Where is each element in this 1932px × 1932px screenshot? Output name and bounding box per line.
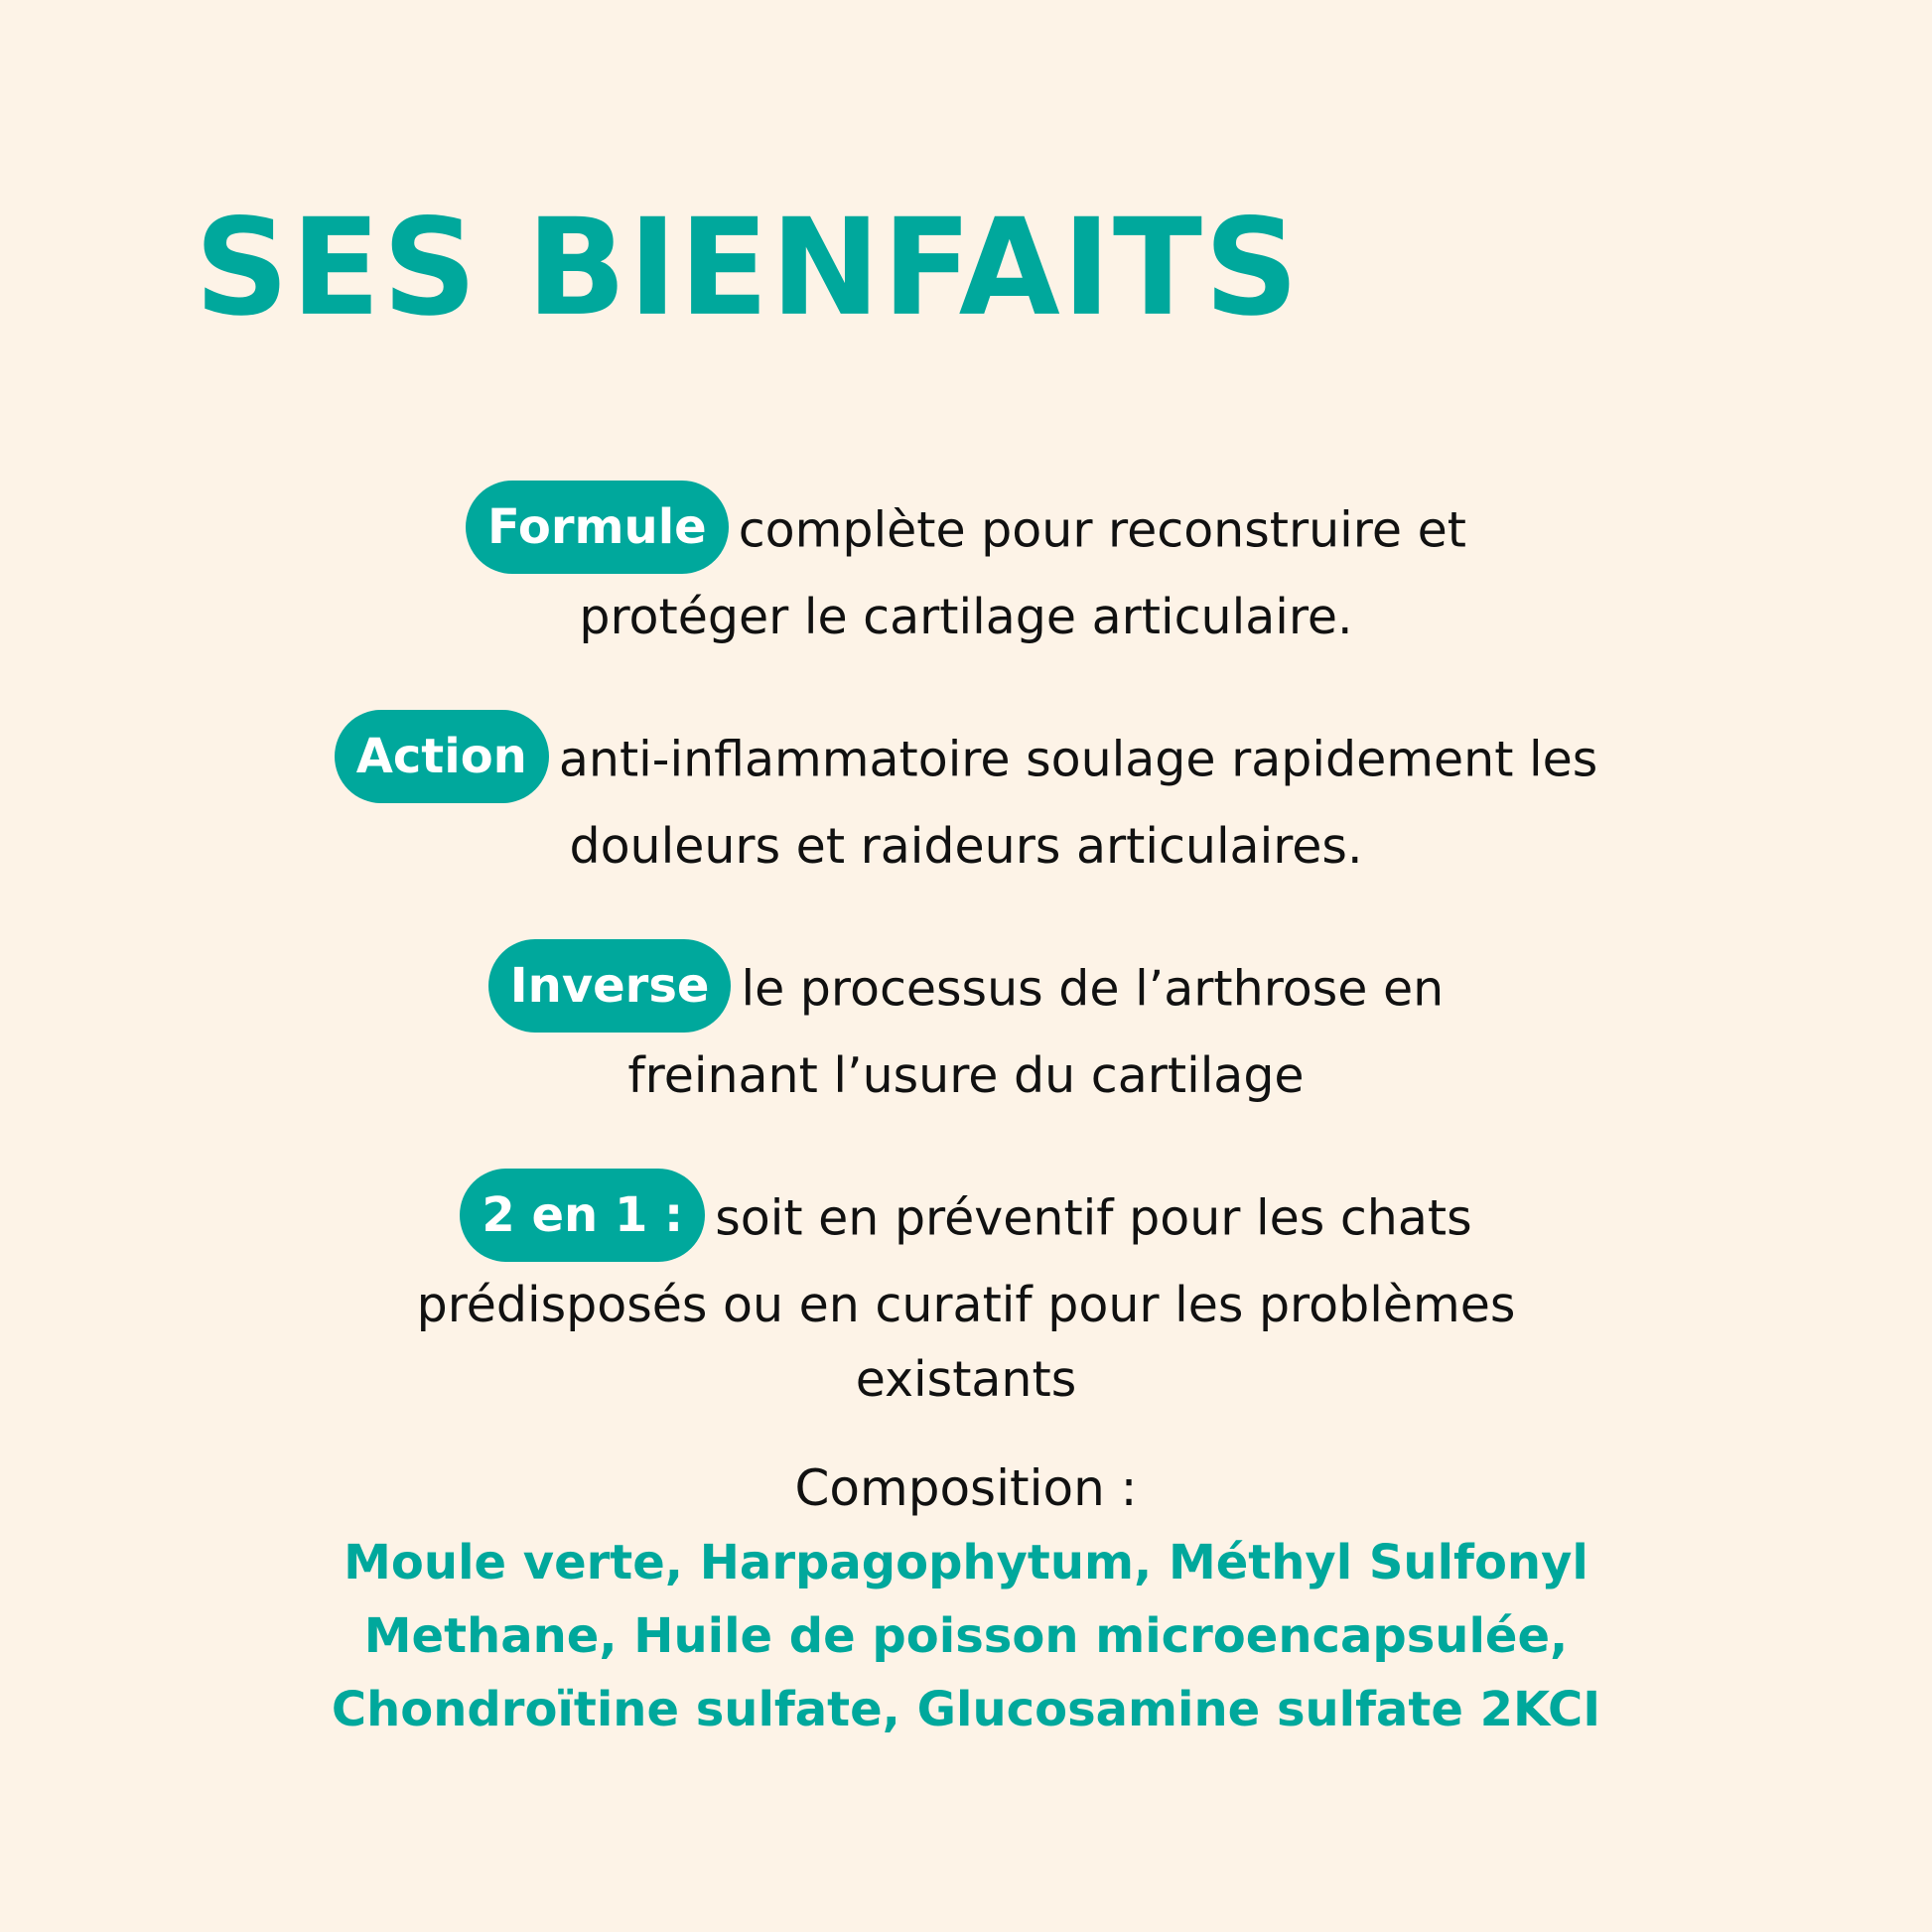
composition-label: Composition : xyxy=(794,1459,1138,1517)
ingredients-line: Moule verte, Harpagophytum, Méthyl Sulfonyl xyxy=(344,1535,1588,1590)
benefit-text: freinant l’usure du cartilage xyxy=(627,1047,1305,1104)
benefit-tag: 2 en 1 : xyxy=(460,1169,705,1262)
benefit-tag: Action xyxy=(335,710,549,803)
benefit-item-2-en-1 xyxy=(0,1174,1932,1417)
ingredients-line: Methane, Huile de poisson microencapsulée, xyxy=(363,1608,1569,1664)
benefit-first-line xyxy=(0,716,1932,809)
benefit-tag: Formule xyxy=(466,481,729,574)
benefit-text: le processus de l’arthrose en xyxy=(741,960,1445,1018)
benefit-item-action xyxy=(0,716,1932,884)
benefit-first-line xyxy=(0,486,1932,580)
composition-section xyxy=(0,1451,1932,1746)
benefit-item-inverse xyxy=(0,945,1932,1113)
benefit-first-line xyxy=(0,945,1932,1038)
composition-ingredients xyxy=(0,1526,1932,1746)
ingredients-line: Chondroïtine sulfate, Glucosamine sulfate 2KCI xyxy=(331,1682,1601,1737)
benefit-tag: Inverse xyxy=(488,939,732,1033)
benefit-item-formule xyxy=(0,486,1932,654)
benefit-text: prédisposés ou en curatif pour les problèmes xyxy=(416,1277,1516,1333)
page-title: SES BIENFAITS xyxy=(195,190,1302,346)
benefit-text: soit en préventif pour les chats xyxy=(715,1189,1472,1247)
benefit-text: complète pour reconstruire et xyxy=(738,501,1466,559)
benefit-text: existants xyxy=(855,1351,1077,1408)
benefit-first-line xyxy=(0,1174,1932,1268)
benefit-text: anti-inflammatoire soulage rapidement les xyxy=(558,731,1598,788)
benefit-text: douleurs et raideurs articulaires. xyxy=(569,818,1363,875)
benefit-text: protéger le cartilage articulaire. xyxy=(579,589,1353,645)
benefits-list xyxy=(0,486,1932,1478)
